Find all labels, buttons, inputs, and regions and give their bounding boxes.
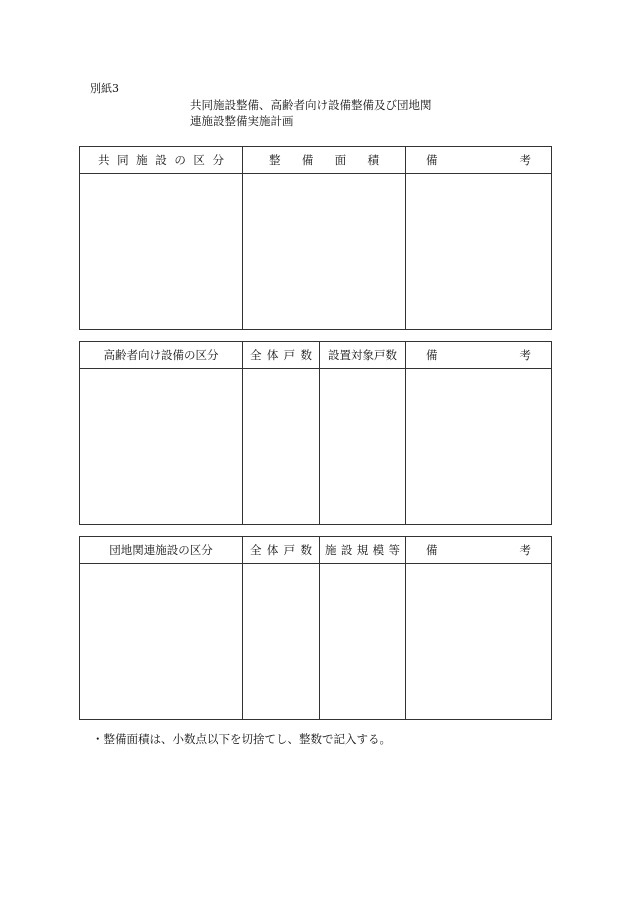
- header-char: 考: [519, 153, 531, 167]
- header-char: 規: [356, 543, 369, 557]
- header-total-units: [243, 342, 320, 369]
- cell-common-facility-category[interactable]: [80, 174, 243, 330]
- header-char: 全: [250, 543, 262, 557]
- header-target-units: 設置対象戸数: [320, 342, 406, 369]
- cell-remarks[interactable]: [406, 564, 552, 720]
- table-body-row: [80, 564, 552, 720]
- footnote: ・整備面積は、小数点以下を切捨てし、整数で記入する。: [92, 732, 391, 746]
- header-char: 区: [193, 153, 205, 167]
- header-char: 備: [426, 153, 438, 167]
- header-common-facility-category: [80, 147, 243, 174]
- header-char: 備: [301, 153, 314, 167]
- header-char: 分: [212, 153, 224, 167]
- table-header-row: [80, 342, 552, 369]
- common-facilities-table: [79, 146, 552, 330]
- header-char: 模: [372, 543, 385, 557]
- cell-remarks[interactable]: [406, 369, 552, 525]
- header-char: 体: [266, 348, 279, 362]
- cell-remarks[interactable]: [406, 174, 552, 330]
- header-elderly-equipment-category: 高齢者向け設備の区分: [80, 342, 243, 369]
- header-char: 考: [519, 348, 531, 362]
- header-char: 数: [300, 543, 312, 557]
- header-char: 備: [426, 543, 438, 557]
- related-facilities-table: [79, 536, 552, 720]
- header-char: 施: [325, 543, 337, 557]
- header-total-units: [243, 537, 320, 564]
- header-development-area: [243, 147, 406, 174]
- header-char: 積: [367, 153, 379, 167]
- title-line-1: 共同施設整備、高齢者向け設備整備及び団地関: [190, 98, 432, 112]
- elderly-equipment-table: [79, 341, 552, 525]
- cell-total-units[interactable]: [243, 369, 320, 525]
- header-remarks: [406, 537, 552, 564]
- cell-target-units[interactable]: [320, 369, 406, 525]
- header-related-facility-category: 団地関連施設の区分: [80, 537, 243, 564]
- header-remarks: [406, 342, 552, 369]
- header-char: 整: [269, 153, 281, 167]
- header-char: 同: [117, 153, 129, 167]
- table-header-row: [80, 537, 552, 564]
- table-body-row: [80, 369, 552, 525]
- title-line-2: 連施設整備実施計画: [190, 114, 294, 128]
- header-char: 設: [340, 543, 353, 557]
- document-title: [190, 97, 432, 129]
- cell-facility-scale[interactable]: [320, 564, 406, 720]
- attachment-label: 別紙3: [90, 82, 119, 95]
- cell-total-units[interactable]: [243, 564, 320, 720]
- header-char: 数: [300, 348, 312, 362]
- header-char: の: [174, 153, 186, 167]
- table-header-row: [80, 147, 552, 174]
- header-char: 等: [388, 543, 400, 557]
- header-facility-scale: [320, 537, 406, 564]
- header-char: 面: [334, 153, 347, 167]
- header-char: 施: [136, 153, 148, 167]
- cell-elderly-equipment-category[interactable]: [80, 369, 243, 525]
- header-char: 設: [155, 153, 167, 167]
- header-char: 体: [266, 543, 279, 557]
- header-char: 全: [250, 348, 262, 362]
- header-remarks: [406, 147, 552, 174]
- cell-development-area[interactable]: [243, 174, 406, 330]
- table-body-row: [80, 174, 552, 330]
- header-char: 備: [426, 348, 438, 362]
- cell-related-facility-category[interactable]: [80, 564, 243, 720]
- header-char: 戸: [283, 543, 296, 557]
- header-char: 共: [98, 153, 110, 167]
- header-char: 考: [519, 543, 531, 557]
- header-char: 戸: [283, 348, 296, 362]
